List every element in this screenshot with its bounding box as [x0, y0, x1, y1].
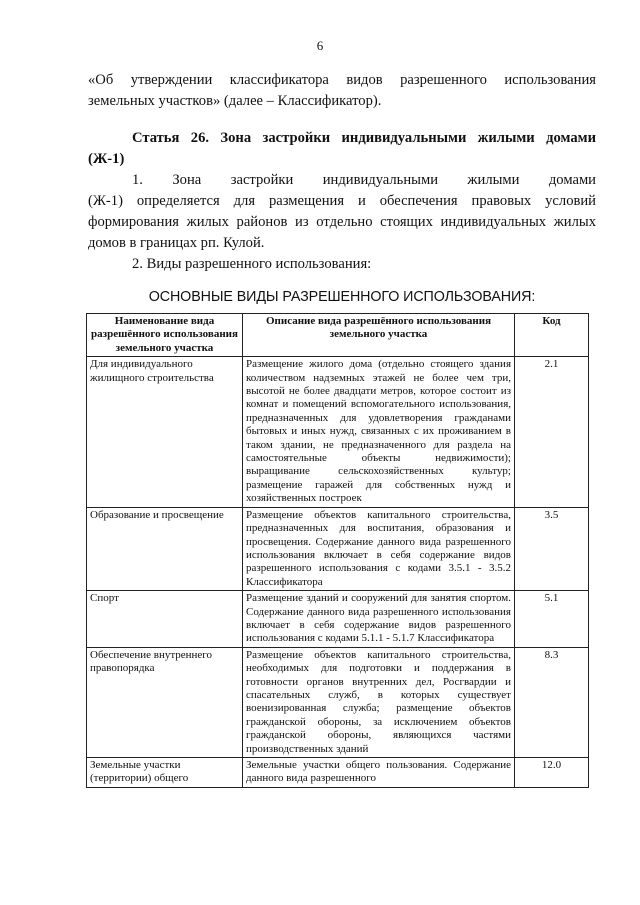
use-name-cell: Земельные участки (территории) общего — [87, 758, 243, 788]
use-name-cell: Для индивидуального жилищного строительства — [87, 357, 243, 507]
paragraph-line: формирования жилых районов из отдельно стоящих индивидуальных жилых — [88, 214, 596, 230]
page-number: 6 — [316, 38, 324, 53]
intro-line: земельных участков» (далее – Классификатор). — [88, 93, 382, 109]
article-title — [88, 128, 596, 170]
intro-paragraph — [88, 70, 596, 112]
paragraph-line: (Ж-1) определяется для размещения и обеспечения правовых условий — [88, 193, 596, 209]
article-title-line: (Ж-1) — [88, 151, 125, 167]
use-code-cell: 12.0 — [515, 758, 589, 788]
paragraph-line: 1. Зона застройки индивидуальными жилыми домами — [132, 172, 596, 188]
use-description-cell: Земельные участки общего пользования. Содержание данного вида разрешенного — [243, 758, 515, 788]
table-row — [87, 647, 589, 757]
table-row — [87, 758, 589, 788]
use-code-cell: 8.3 — [515, 647, 589, 757]
article-title-line: Статья 26. Зона застройки индивидуальными жилыми домами — [132, 130, 596, 146]
table-row — [87, 357, 589, 507]
use-name-cell: Образование и просвещение — [87, 507, 243, 590]
use-name-cell: Обеспечение внутреннего правопорядка — [87, 647, 243, 757]
use-description-cell: Размещение объектов капитального строительства, предназначенных для воспитания, образования и просвещения. Содержание данного вида разрешенного использования включает в себя содержание видов разрешенного использования с кодами 3.5.1 - 3.5.2 Классификатора — [243, 507, 515, 590]
use-code-cell: 2.1 — [515, 357, 589, 507]
permitted-uses-heading: 2. Виды разрешенного использования: — [132, 256, 372, 272]
intro-line: «Об утверждении классификатора видов разрешенного использования — [88, 72, 596, 88]
column-header-description: Описание вида разрешённого использования земельного участка — [243, 314, 515, 357]
table-title: ОСНОВНЫЕ ВИДЫ РАЗРЕШЕННОГО ИСПОЛЬЗОВАНИЯ: — [148, 289, 536, 305]
permitted-uses-table — [86, 313, 589, 788]
use-code-cell: 3.5 — [515, 507, 589, 590]
paragraph-line: домов в границах рп. Кулой. — [88, 235, 265, 251]
use-description-cell: Размещение зданий и сооружений для занятия спортом. Содержание данного вида разрешенного использования включает в себя содержание видов разрешенного использования с кодами 5.1.1 - 5.1.7 Классификатора — [243, 591, 515, 648]
table-header-row — [87, 314, 589, 357]
use-code-cell: 5.1 — [515, 591, 589, 648]
use-name-cell: Спорт — [87, 591, 243, 648]
table-row — [87, 507, 589, 590]
use-description-cell: Размещение жилого дома (отдельно стоящего здания количеством надземных этажей не более чем три, высотой не более двадцати метров, которое состоит из комнат и помещений вспомогательного использования, предназначенных для удовлетворения гражданами бытовых и иных нужд, связанных с их проживанием в таком здании, не предназначенного для раздела на самостоятельные объекты недвижимости); выращивание сельскохозяйственных культур; размещение гаражей для собственных нужд и хозяйственных построек — [243, 357, 515, 507]
zone-description-paragraph — [88, 170, 596, 254]
column-header-name: Наименование вида разрешённого использования земельного участка — [87, 314, 243, 357]
use-description-cell: Размещение объектов капитального строительства, необходимых для подготовки и поддержания в готовности органов внутренних дел, Росгвардии и спасательных служб, в которых существует военизированная служба; размещение объектов гражданской обороны, за исключением объектов гражданской обороны, являющихся частями производственных зданий — [243, 647, 515, 757]
column-header-code: Код — [515, 314, 589, 357]
table-row — [87, 591, 589, 648]
